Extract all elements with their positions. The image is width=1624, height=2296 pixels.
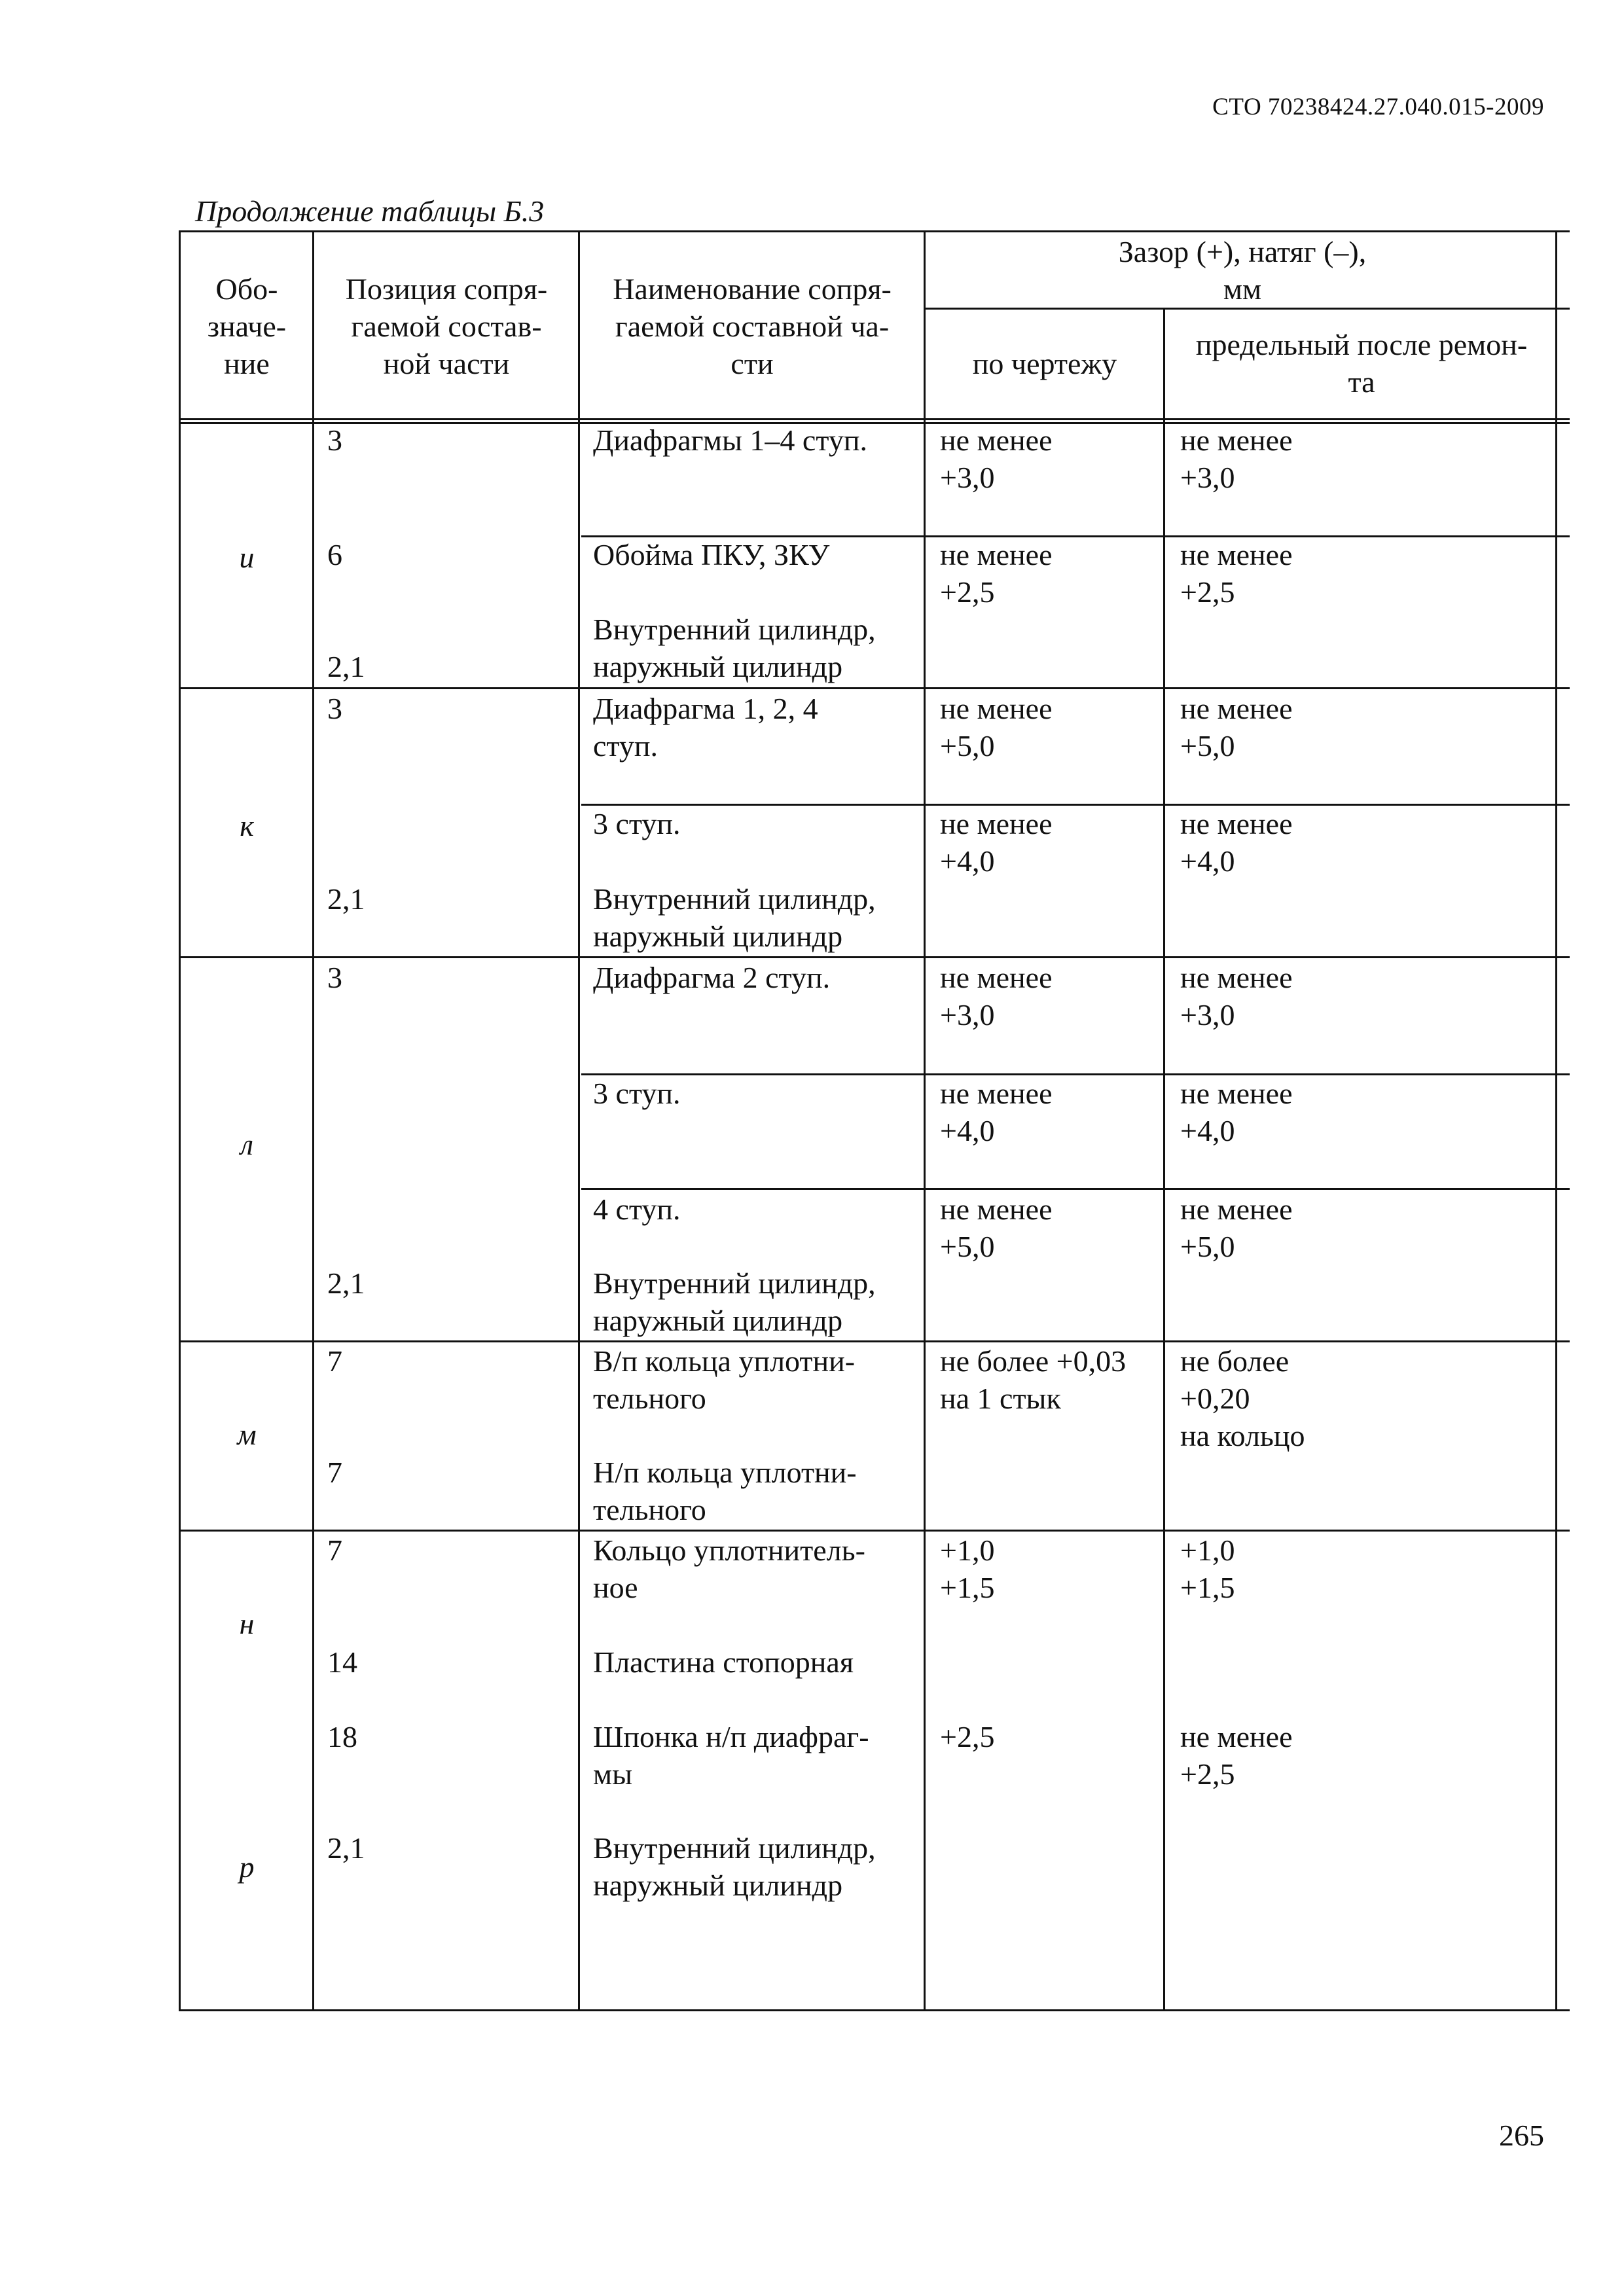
by-drawing-cell: не менее +4,0 — [940, 807, 1053, 878]
position-cell: 3 — [327, 423, 342, 457]
limit-cell: +1,0 +1,5 — [1180, 1534, 1235, 1604]
by-drawing-cell: +2,5 — [940, 1720, 995, 1753]
header-designation: Обо- значе- ние — [207, 272, 287, 380]
document-code: СТО 70238424.27.040.015-2009 — [1212, 94, 1544, 120]
header-name: Наименование сопря- гаемой составной ча- сти — [613, 272, 892, 380]
position-cell: 7 — [327, 1344, 342, 1378]
designation-mark: к — [240, 809, 254, 842]
name-cell: Внутренний цилиндр, наружный цилиндр — [593, 1831, 876, 1902]
position-cell: 3 — [327, 961, 342, 994]
name-cell: Внутренний цилиндр, наружный цилиндр — [593, 1266, 876, 1337]
by-drawing-cell: +1,0 +1,5 — [940, 1534, 995, 1604]
page-number: 265 — [1499, 2119, 1544, 2152]
name-cell: Диафрагма 2 ступ. — [593, 961, 831, 994]
name-cell: Внутренний цилиндр, наружный цилиндр — [593, 613, 876, 683]
limit-cell: не менее +3,0 — [1180, 961, 1293, 1031]
header-by-drawing: по чертежу — [972, 347, 1117, 380]
limit-cell: не менее +3,0 — [1180, 423, 1293, 494]
header-position: Позиция сопря- гаемой состав- ной части — [345, 272, 548, 380]
name-cell: Обойма ПКУ, ЗКУ — [593, 538, 830, 571]
name-cell: 3 ступ. — [593, 807, 681, 840]
by-drawing-cell: не менее +3,0 — [940, 423, 1053, 494]
limit-cell: не менее +5,0 — [1180, 1193, 1293, 1263]
by-drawing-cell: не более +0,03 на 1 стык — [940, 1344, 1127, 1415]
position-cell: 3 — [327, 692, 342, 725]
position-cell: 2,1 — [327, 650, 365, 683]
name-cell: 3 ступ. — [593, 1077, 681, 1110]
designation-mark: н — [239, 1607, 255, 1640]
name-cell: Шпонка н/п диафраг- мы — [593, 1720, 869, 1791]
position-cell: 2,1 — [327, 882, 365, 916]
by-drawing-cell: не менее +5,0 — [940, 1193, 1053, 1263]
name-cell: Внутренний цилиндр, наружный цилиндр — [593, 882, 876, 953]
position-cell: 2,1 — [327, 1831, 365, 1865]
designation-mark: р — [239, 1850, 255, 1884]
designation-mark: и — [239, 541, 255, 574]
table-caption: Продолжение таблицы Б.3 — [195, 194, 545, 228]
position-cell: 18 — [327, 1720, 357, 1753]
name-cell: Н/п кольца уплотни- тельного — [593, 1456, 857, 1526]
limit-cell: не менее +2,5 — [1180, 1720, 1293, 1791]
limit-cell: не менее +5,0 — [1180, 692, 1293, 762]
limit-cell: не более +0,20 на кольцо — [1180, 1344, 1305, 1452]
name-cell: 4 ступ. — [593, 1193, 681, 1226]
header-gap-group: Зазор (+), натяг (–), мм — [1118, 235, 1367, 306]
name-cell: В/п кольца уплотни- тельного — [593, 1344, 856, 1415]
designation-mark: м — [237, 1418, 257, 1451]
limit-cell: не менее +4,0 — [1180, 807, 1293, 878]
designation-mark: л — [240, 1128, 254, 1161]
by-drawing-cell: не менее +3,0 — [940, 961, 1053, 1031]
by-drawing-cell: не менее +4,0 — [940, 1077, 1053, 1147]
limit-cell: не менее +2,5 — [1180, 538, 1293, 609]
header-limit-after-repair: предельный после ремон- та — [1195, 328, 1528, 399]
name-cell: Диафрагмы 1–4 ступ. — [593, 423, 867, 457]
name-cell: Диафрагма 1, 2, 4 ступ. — [593, 692, 818, 762]
by-drawing-cell: не менее +2,5 — [940, 538, 1053, 609]
by-drawing-cell: не менее +5,0 — [940, 692, 1053, 762]
position-cell: 7 — [327, 1456, 342, 1489]
name-cell: Кольцо уплотнитель- ное — [593, 1534, 865, 1604]
name-cell: Пластина стопорная — [593, 1645, 854, 1679]
position-cell: 14 — [327, 1645, 357, 1679]
position-cell: 6 — [327, 538, 342, 571]
position-cell: 2,1 — [327, 1266, 365, 1300]
limit-cell: не менее +4,0 — [1180, 1077, 1293, 1147]
position-cell: 7 — [327, 1534, 342, 1567]
